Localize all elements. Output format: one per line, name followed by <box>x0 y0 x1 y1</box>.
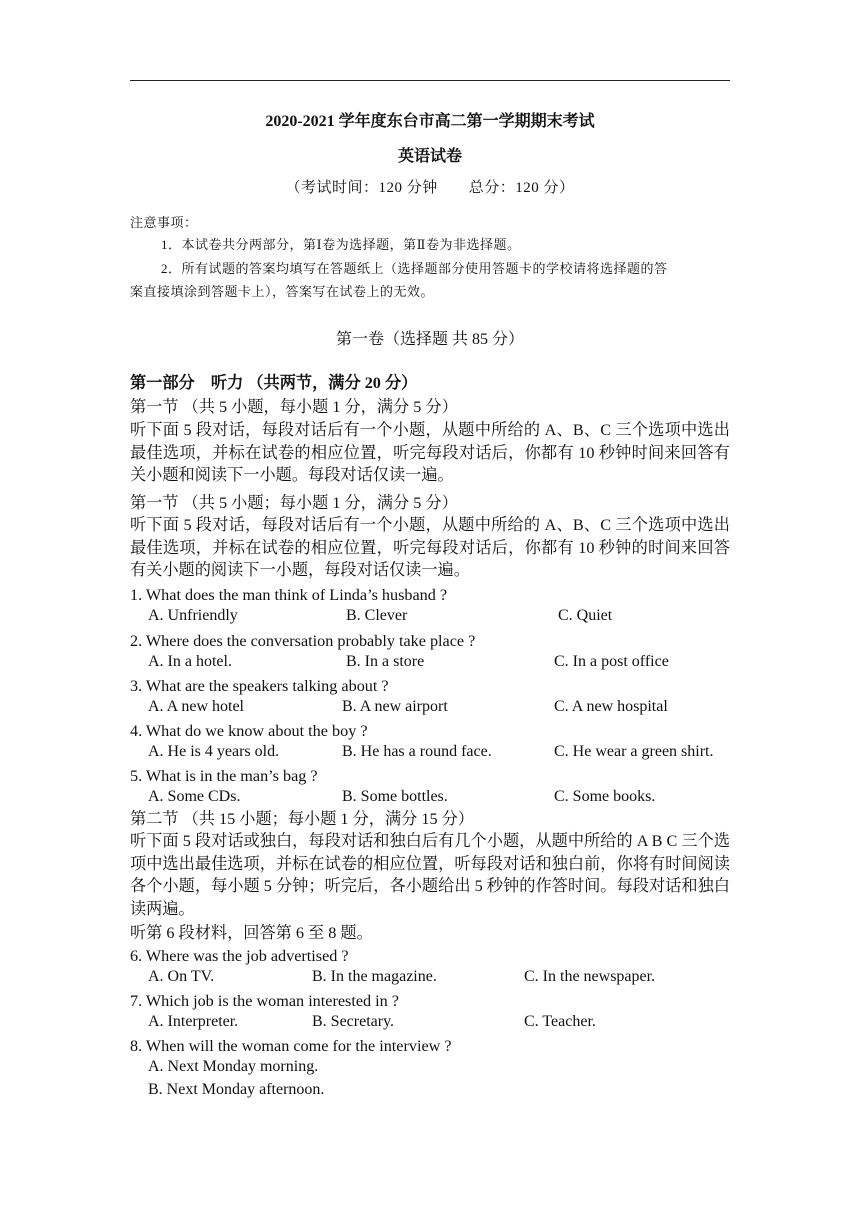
section-1b-instructions: 听下面 5 段对话，每段对话后有一个小题，从题中所给的 A、B、C 三个选项中选出最佳选项，并标在试卷的相应位置，听完每段对话后，你都有 10 秒钟的时间来回答有关小题的阅读下一小题，每段对话仅读一遍。 <box>130 516 730 579</box>
question-1-option-b: B. Clever <box>346 607 408 624</box>
question-7-option-b: B. Secretary. <box>312 1013 395 1030</box>
part-1-title: 第一部分 听力 （共两节，满分 20 分） <box>130 374 418 392</box>
question-4-option-a: A. He is 4 years old. <box>148 743 280 760</box>
section-1b-heading: 第一节 （共 5 小题；每小题 1 分，满分 5 分） <box>130 494 458 512</box>
notes-item-2-line-1: 2．所有试题的答案均填写在答题纸上（选择题部分使用答题卡的学校请将选择题的答 <box>161 261 668 276</box>
question-5: 5. What is in the man’s bag ? <box>130 767 318 785</box>
section-1a-heading: 第一节 （共 5 小题，每小题 1 分，满分 5 分） <box>130 398 458 416</box>
question-3-option-b: B. A new airport <box>342 698 448 715</box>
question-4: 4. What do we know about the boy ? <box>130 722 368 740</box>
question-8-option-a: A. Next Monday morning. <box>148 1058 319 1075</box>
exam-info: （考试时间：120 分钟 总分：120 分） <box>285 180 575 196</box>
notes-item-2-line-2: 案直接填涂到答题卡上），答案写在试卷上的无效。 <box>130 284 435 299</box>
question-5-option-a: A. Some CDs. <box>148 788 241 805</box>
question-6-option-c: C. In the newspaper. <box>524 968 656 985</box>
question-6-option-b: B. In the magazine. <box>312 968 437 985</box>
exam-title: 2020-2021 学年度东台市高二第一学期期末考试 <box>265 113 595 130</box>
question-8-option-b: B. Next Monday afternoon. <box>148 1081 325 1098</box>
question-3-option-a: A. A new hotel <box>148 698 244 715</box>
question-5-option-b: B. Some bottles. <box>342 788 448 805</box>
notes-heading: 注意事项： <box>130 215 198 230</box>
question-4-option-b: B. He has a round face. <box>342 743 492 760</box>
volume-1-heading: 第一卷（选择题 共 85 分） <box>335 331 524 348</box>
question-1-option-a: A. Unfriendly <box>148 607 238 624</box>
question-1-option-c: C. Quiet <box>558 607 613 624</box>
question-2-option-c: C. In a post office <box>554 653 669 670</box>
question-2-option-a: A. In a hotel. <box>148 653 232 670</box>
question-7: 7. Which job is the woman interested in ? <box>130 992 399 1010</box>
question-8: 8. When will the woman come for the interview ? <box>130 1037 452 1055</box>
question-7-option-a: A. Interpreter. <box>148 1013 239 1030</box>
header-rule <box>130 80 730 81</box>
notes-item-1: 1．本试卷共分两部分，第Ⅰ卷为选择题，第Ⅱ卷为非选择题。 <box>161 237 521 252</box>
section-1a-instructions: 听下面 5 段对话，每段对话后有一个小题，从题中所给的 A、B、C 三个选项中选出最佳选项，并标在试卷的相应位置，听完每段对话后，你都有 10 秒钟时间来回答有关小题和阅读下一小题。每段对话仅读一遍。 <box>130 421 730 484</box>
material-6-note: 听第 6 段材料，回答第 6 至 8 题。 <box>130 924 373 942</box>
question-1: 1. What does the man think of Linda’s husband ? <box>130 586 448 604</box>
question-4-option-c: C. He wear a green shirt. <box>554 743 714 760</box>
question-5-option-c: C. Some books. <box>554 788 656 805</box>
question-3: 3. What are the speakers talking about ? <box>130 677 389 695</box>
question-6: 6. Where was the job advertised ? <box>130 947 349 965</box>
section-2-instructions: 听下面 5 段对话或独白，每段对话和独白后有几个小题，从题中所给的 A B C 三个选项中选出最佳选项，并标在试卷的相应位置，听每段对话和独白前，你将有时间阅读各个小题，每小题 5 分钟；听完后，各小题给出 5 秒钟的作答时间。每段对话和独白读两遍。 <box>130 832 730 918</box>
question-7-option-c: C. Teacher. <box>524 1013 596 1030</box>
question-2-option-b: B. In a store <box>346 653 425 670</box>
question-2: 2. Where does the conversation probably take place ? <box>130 632 476 650</box>
question-3-option-c: C. A new hospital <box>554 698 668 715</box>
question-6-option-a: A. On TV. <box>148 968 215 985</box>
section-2-heading: 第二节 （共 15 小题；每小题 1 分，满分 15 分） <box>130 810 474 828</box>
exam-subject: 英语试卷 <box>397 148 462 165</box>
